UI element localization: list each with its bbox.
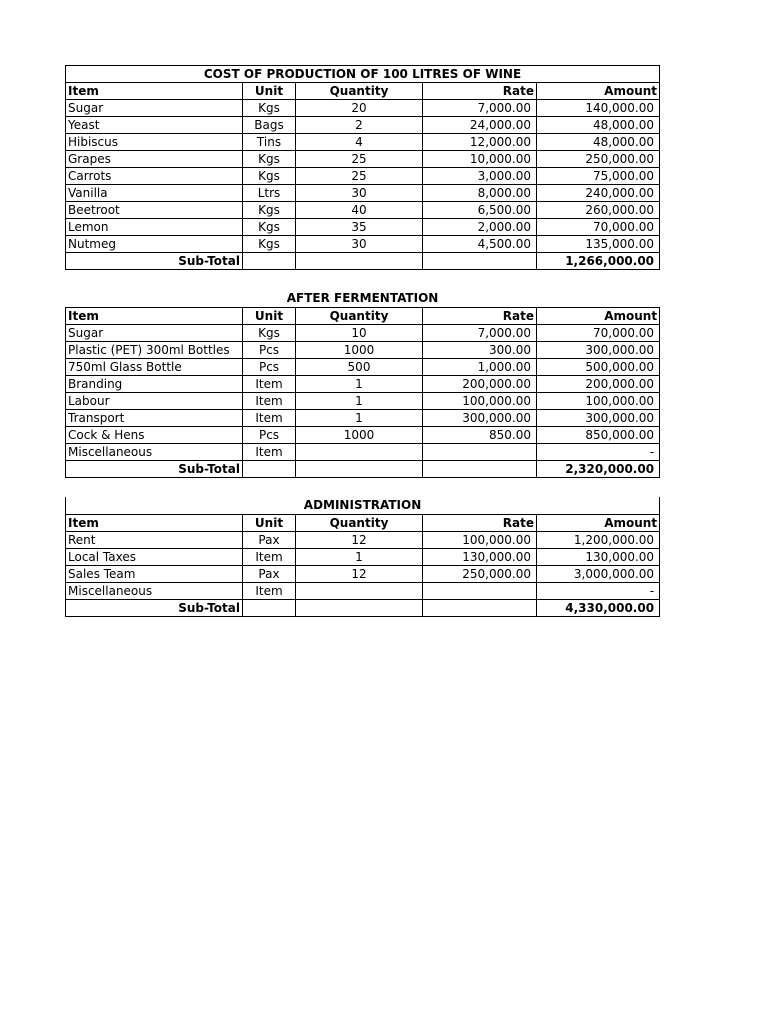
amount-cell: 3,000,000.00	[537, 565, 660, 582]
section-title-row	[66, 497, 660, 514]
unit-cell: Item	[243, 548, 296, 565]
amount-cell: 240,000.00	[537, 185, 660, 202]
amount-cell: 70,000.00	[537, 219, 660, 236]
quantity-cell: 40	[296, 202, 423, 219]
rate-cell: 7,000.00	[423, 100, 537, 117]
column-header-row	[66, 514, 660, 531]
amount-cell: 250,000.00	[537, 151, 660, 168]
quantity-cell: 30	[296, 236, 423, 253]
quantity-cell: 10	[296, 324, 423, 341]
rate-cell: 4,500.00	[423, 236, 537, 253]
table-row	[66, 168, 660, 185]
rate-header: Rate	[423, 514, 537, 531]
quantity-cell: 12	[296, 565, 423, 582]
rate-cell: 3,000.00	[423, 168, 537, 185]
item-cell: Vanilla	[66, 185, 243, 202]
unit-header: Unit	[243, 83, 296, 100]
empty-cell	[423, 253, 537, 270]
rate-cell: 12,000.00	[423, 134, 537, 151]
quantity-cell: 25	[296, 168, 423, 185]
quantity-cell: 1000	[296, 426, 423, 443]
unit-cell: Item	[243, 443, 296, 460]
quantity-header: Quantity	[296, 307, 423, 324]
table-row	[66, 324, 660, 341]
amount-cell: 1,200,000.00	[537, 531, 660, 548]
subtotal-label: Sub-Total	[66, 253, 243, 270]
section3-grid	[65, 497, 660, 617]
amount-header: Amount	[537, 83, 660, 100]
section-title: AFTER FERMENTATION	[286, 291, 439, 306]
section-title-row	[66, 290, 660, 307]
amount-cell: 500,000.00	[537, 358, 660, 375]
empty-cell	[423, 460, 537, 477]
column-header-row	[66, 83, 660, 100]
quantity-cell: 4	[296, 134, 423, 151]
item-cell: Sales Team	[66, 565, 243, 582]
item-cell: Labour	[66, 392, 243, 409]
unit-cell: Kgs	[243, 151, 296, 168]
quantity-cell: 1	[296, 409, 423, 426]
amount-cell: -	[537, 443, 660, 460]
table-row	[66, 443, 660, 460]
unit-header: Unit	[243, 307, 296, 324]
unit-cell: Pcs	[243, 426, 296, 443]
quantity-cell: 1000	[296, 341, 423, 358]
unit-cell: Kgs	[243, 202, 296, 219]
item-header: Item	[66, 83, 243, 100]
rate-cell: 8,000.00	[423, 185, 537, 202]
section-title-row	[66, 66, 660, 83]
table-row	[66, 134, 660, 151]
unit-header: Unit	[243, 514, 296, 531]
administration-table	[65, 497, 659, 617]
table-row	[66, 117, 660, 134]
item-cell: Branding	[66, 375, 243, 392]
rate-cell: 10,000.00	[423, 151, 537, 168]
amount-cell: 130,000.00	[537, 548, 660, 565]
quantity-cell: 1	[296, 392, 423, 409]
unit-cell: Tins	[243, 134, 296, 151]
amount-cell: 48,000.00	[537, 134, 660, 151]
unit-cell: Item	[243, 582, 296, 599]
quantity-cell: 30	[296, 185, 423, 202]
item-header: Item	[66, 514, 243, 531]
item-cell: Miscellaneous	[66, 443, 243, 460]
unit-cell: Item	[243, 409, 296, 426]
empty-cell	[296, 599, 423, 616]
rate-cell: 100,000.00	[423, 392, 537, 409]
empty-cell	[296, 460, 423, 477]
table-row	[66, 341, 660, 358]
table-row	[66, 358, 660, 375]
quantity-cell: 25	[296, 151, 423, 168]
amount-cell: 48,000.00	[537, 117, 660, 134]
section-title: ADMINISTRATION	[66, 497, 660, 514]
quantity-cell: 500	[296, 358, 423, 375]
table-row	[66, 100, 660, 117]
after-fermentation-table	[65, 290, 659, 478]
unit-cell: Bags	[243, 117, 296, 134]
amount-cell: 140,000.00	[537, 100, 660, 117]
quantity-cell: 35	[296, 219, 423, 236]
item-cell: Grapes	[66, 151, 243, 168]
empty-cell	[243, 599, 296, 616]
table-row	[66, 582, 660, 599]
rate-cell: 6,500.00	[423, 202, 537, 219]
table-row	[66, 236, 660, 253]
amount-cell: -	[537, 582, 660, 599]
amount-cell: 75,000.00	[537, 168, 660, 185]
empty-cell	[243, 253, 296, 270]
table-row	[66, 202, 660, 219]
unit-cell: Kgs	[243, 236, 296, 253]
quantity-cell: 1	[296, 375, 423, 392]
table-row	[66, 375, 660, 392]
rate-cell: 250,000.00	[423, 565, 537, 582]
rate-header: Rate	[423, 307, 537, 324]
item-cell: Transport	[66, 409, 243, 426]
rate-cell: 7,000.00	[423, 324, 537, 341]
subtotal-label: Sub-Total	[66, 599, 243, 616]
item-cell: Rent	[66, 531, 243, 548]
subtotal-value: 4,330,000.00	[537, 599, 660, 616]
quantity-cell: 2	[296, 117, 423, 134]
amount-header: Amount	[537, 514, 660, 531]
unit-cell: Pcs	[243, 341, 296, 358]
amount-cell: 300,000.00	[537, 341, 660, 358]
section2-grid	[65, 290, 660, 478]
amount-cell: 70,000.00	[537, 324, 660, 341]
rate-cell: 300,000.00	[423, 409, 537, 426]
amount-cell: 200,000.00	[537, 375, 660, 392]
unit-cell: Item	[243, 392, 296, 409]
amount-header: Amount	[537, 307, 660, 324]
item-cell: Sugar	[66, 324, 243, 341]
table-row	[66, 392, 660, 409]
subtotal-value: 1,266,000.00	[537, 253, 660, 270]
subtotal-row	[66, 460, 660, 477]
table-row	[66, 409, 660, 426]
column-header-row	[66, 307, 660, 324]
unit-cell: Kgs	[243, 100, 296, 117]
table-row	[66, 426, 660, 443]
item-cell: Beetroot	[66, 202, 243, 219]
rate-cell: 100,000.00	[423, 531, 537, 548]
item-cell: Miscellaneous	[66, 582, 243, 599]
table-row	[66, 565, 660, 582]
table-row	[66, 151, 660, 168]
item-cell: Sugar	[66, 100, 243, 117]
item-cell: Cock & Hens	[66, 426, 243, 443]
unit-cell: Kgs	[243, 168, 296, 185]
subtotal-value: 2,320,000.00	[537, 460, 660, 477]
amount-cell: 260,000.00	[537, 202, 660, 219]
quantity-cell: 12	[296, 531, 423, 548]
rate-header: Rate	[423, 83, 537, 100]
quantity-header: Quantity	[296, 83, 423, 100]
item-cell: Local Taxes	[66, 548, 243, 565]
rate-cell: 130,000.00	[423, 548, 537, 565]
rate-cell: 24,000.00	[423, 117, 537, 134]
table-row	[66, 185, 660, 202]
subtotal-label: Sub-Total	[66, 460, 243, 477]
rate-cell: 200,000.00	[423, 375, 537, 392]
quantity-cell	[296, 582, 423, 599]
rate-cell: 850.00	[423, 426, 537, 443]
unit-cell: Pax	[243, 565, 296, 582]
rate-cell: 2,000.00	[423, 219, 537, 236]
subtotal-row	[66, 253, 660, 270]
table-row	[66, 548, 660, 565]
subtotal-row	[66, 599, 660, 616]
section-title: COST OF PRODUCTION OF 100 LITRES OF WINE	[66, 66, 660, 83]
item-cell: 750ml Glass Bottle	[66, 358, 243, 375]
item-cell: Carrots	[66, 168, 243, 185]
rate-cell	[423, 582, 537, 599]
unit-cell: Pcs	[243, 358, 296, 375]
item-cell: Lemon	[66, 219, 243, 236]
rate-cell: 1,000.00	[423, 358, 537, 375]
quantity-cell: 20	[296, 100, 423, 117]
quantity-cell	[296, 443, 423, 460]
section1-grid	[65, 65, 660, 270]
cost-of-production-table	[65, 65, 659, 270]
amount-cell: 135,000.00	[537, 236, 660, 253]
empty-cell	[243, 460, 296, 477]
unit-cell: Item	[243, 375, 296, 392]
item-cell: Plastic (PET) 300ml Bottles	[66, 341, 243, 358]
item-cell: Yeast	[66, 117, 243, 134]
item-cell: Nutmeg	[66, 236, 243, 253]
unit-cell: Pax	[243, 531, 296, 548]
quantity-cell: 1	[296, 548, 423, 565]
empty-cell	[423, 599, 537, 616]
rate-cell: 300.00	[423, 341, 537, 358]
item-header: Item	[66, 307, 243, 324]
amount-cell: 300,000.00	[537, 409, 660, 426]
amount-cell: 850,000.00	[537, 426, 660, 443]
empty-cell	[296, 253, 423, 270]
unit-cell: Kgs	[243, 324, 296, 341]
rate-cell	[423, 443, 537, 460]
unit-cell: Ltrs	[243, 185, 296, 202]
table-row	[66, 531, 660, 548]
amount-cell: 100,000.00	[537, 392, 660, 409]
table-row	[66, 219, 660, 236]
quantity-header: Quantity	[296, 514, 423, 531]
item-cell: Hibiscus	[66, 134, 243, 151]
unit-cell: Kgs	[243, 219, 296, 236]
